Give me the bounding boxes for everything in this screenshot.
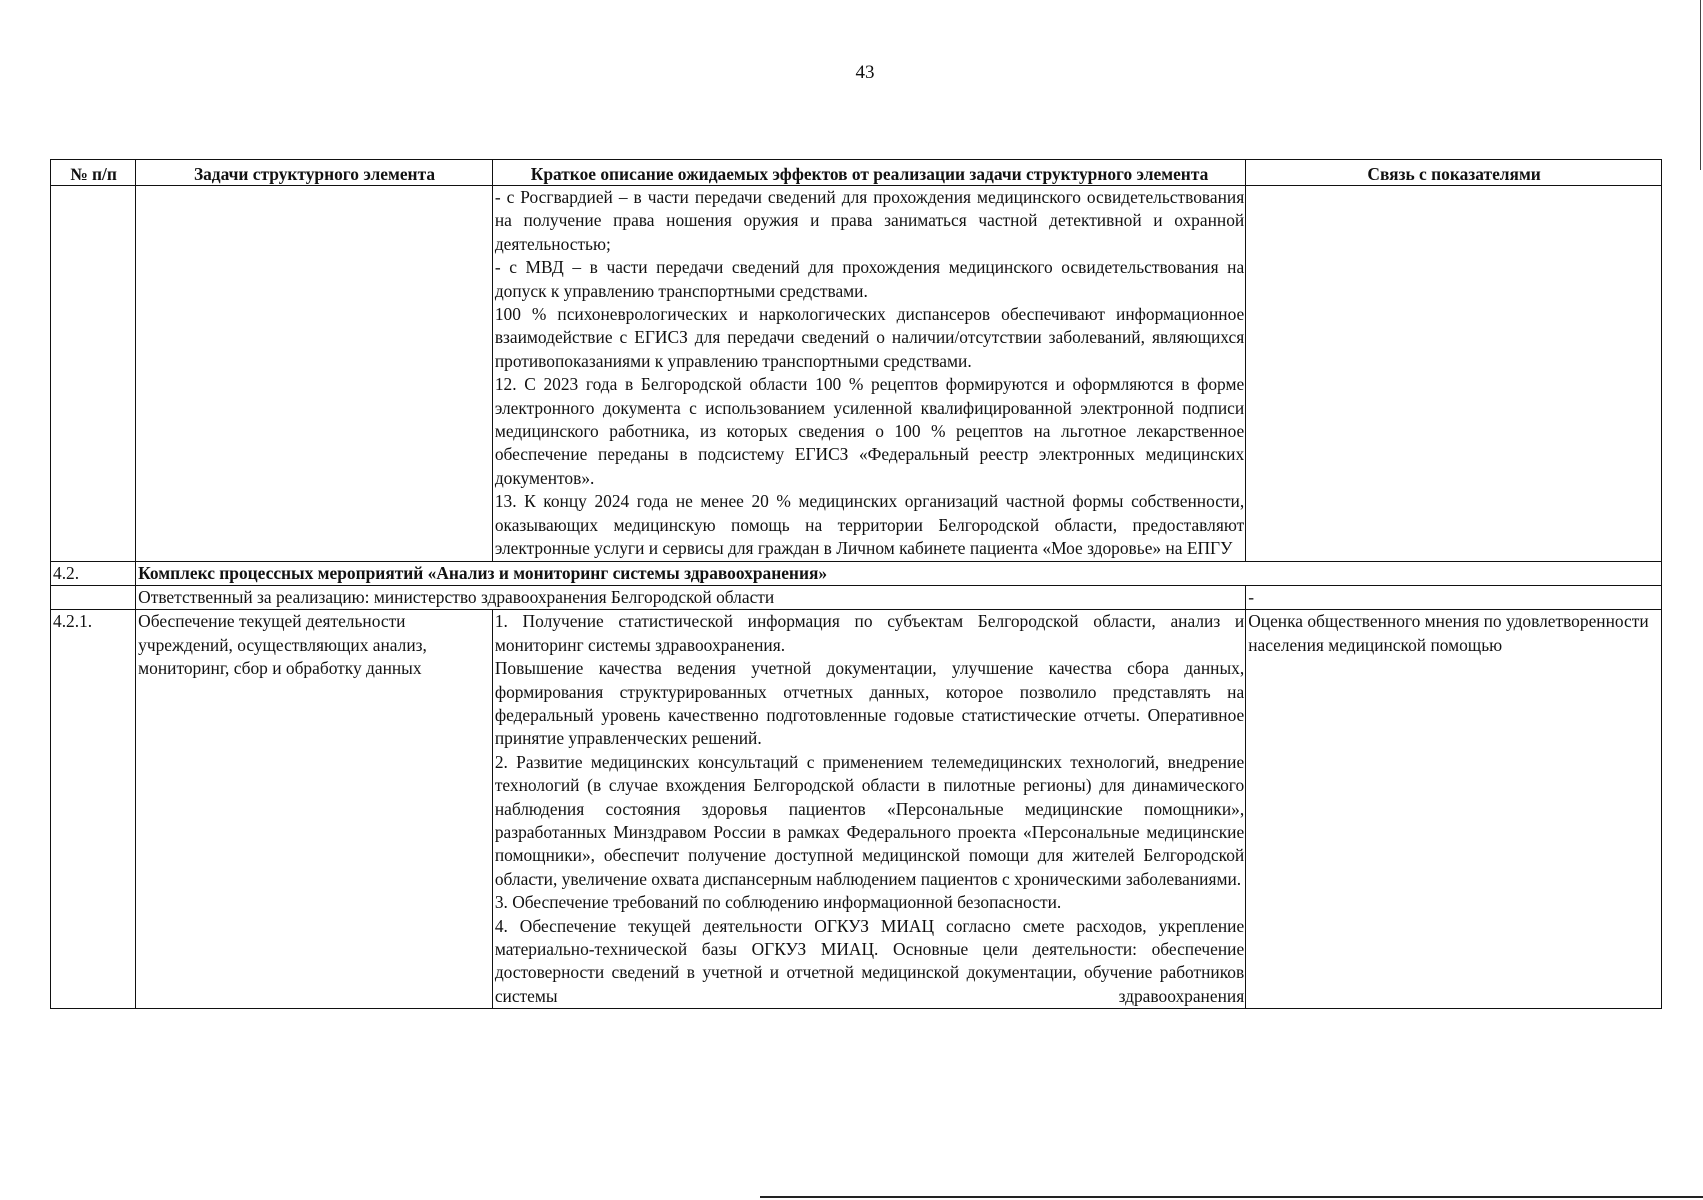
measures-table — [50, 159, 1662, 1009]
effects-paragraph: Повышение качества ведения учетной документации, улучшение качества сбора данных, формирования структурированных отчетных данных, которое позволило представлять на федеральный уровень качественно подготовленные годовые статистические отчеты. Оперативное принятие управленческих решений. — [494, 658, 1245, 749]
cell-task-empty — [136, 186, 493, 562]
header-link: Связь с показателями — [1246, 160, 1662, 186]
cell-num-empty — [51, 186, 136, 562]
section-num: 4.2. — [51, 561, 136, 585]
cell-effects-continued — [492, 186, 1245, 562]
effects-paragraph: - с Росгвардией – в части передачи сведений для прохождения медицинского освидетельствования на получение права ношения оружия и права заниматься частной детективной и охранной деятельностью; — [494, 187, 1245, 254]
effects-paragraph: 2. Развитие медицинских консультаций с применением телемедицинских технологий, внедрение технологий (в случае вхождения Белгородской области в пилотные регионы) для динамического наблюдения состояния здоровья пациентов «Персональные медицинские помощники», разработанных Минздравом России в рамках Федерального проекта «Персональные медицинские помощники», обеспечит получение доступной медицинской помощи для жителей Белгородской области, увеличение охвата диспансерным наблюдением пациентов с хроническими заболеваниями. — [494, 751, 1245, 889]
header-tasks: Задачи структурного элемента — [136, 160, 493, 186]
row-effects — [492, 610, 1245, 1009]
responsible-text: Ответственный за реализацию: министерство здравоохранения Белгородской области — [136, 585, 1246, 609]
table-header-row — [51, 160, 1662, 186]
table-row-continued — [51, 186, 1662, 562]
header-num: № п/п — [51, 160, 136, 186]
effects-paragraph: 1. Получение статистической информация по субъектам Белгородской области, анализ и мониторинг системы здравоохранения. — [494, 611, 1245, 655]
cell-num-empty — [51, 585, 136, 609]
responsible-row — [51, 585, 1662, 609]
table-row-4-2-1 — [51, 610, 1662, 1009]
effects-paragraph: 13. К концу 2024 года не менее 20 % медицинских организаций частной формы собственности, оказывающих медицинскую помощь на территории Белгородской области, предоставляют электронные услуги и сервисы для граждан в Личном кабинете пациента «Мое здоровье» на ЕПГУ — [494, 491, 1245, 559]
effects-paragraph: 3. Обеспечение требований по соблюдению информационной безопасности. — [494, 892, 1062, 913]
effects-paragraph: 4. Обеспечение текущей деятельности ОГКУЗ МИАЦ согласно смете расходов, укрепление материально-технической базы ОГКУЗ МИАЦ. Основные цели деятельности: обеспечение достоверности сведений в учетной и отчетной медицинской документации, обучение работников системы здравоохранения — [494, 915, 1245, 1006]
effects-paragraph: - с МВД – в части передачи сведений для прохождения медицинского освидетельствования на допуск к управлению транспортными средствами. — [494, 257, 1245, 301]
scan-edge-line — [1700, 0, 1701, 170]
cell-link-empty — [1246, 186, 1662, 562]
header-effects: Краткое описание ожидаемых эффектов от реализации задачи структурного элемента — [492, 160, 1245, 186]
row-num: 4.2.1. — [51, 610, 136, 1009]
scan-bottom-rule — [760, 1196, 1703, 1198]
effects-paragraph: 100 % психоневрологических и наркологических диспансеров обеспечивают информационное взаимодействие с ЕГИСЗ для передачи сведений о наличии/отсутствии заболеваний, являющихся противопоказаниями к управлению транспортными средствами. — [494, 304, 1245, 371]
row-task: Обеспечение текущей деятельности учреждений, осуществляющих анализ, мониторинг, сбор и обработку данных — [136, 610, 493, 1009]
row-link: Оценка общественного мнения по удовлетворенности населения медицинской помощью — [1246, 610, 1662, 1009]
effects-paragraph: 12. С 2023 года в Белгородской области 100 % рецептов формируются и оформляются в форме электронного документа с использованием усиленной квалифицированной электронной подписи медицинского работника, из которых сведения о 100 % рецептов на льготное лекарственное обеспечение переданы в подсистему ЕГИСЗ «Федеральный реестр электронных медицинских документов». — [494, 374, 1245, 488]
page-number: 43 — [855, 62, 875, 83]
section-title: Комплекс процессных мероприятий «Анализ и мониторинг системы здравоохранения» — [136, 561, 1662, 585]
responsible-link: - — [1246, 585, 1662, 609]
section-row — [51, 561, 1662, 585]
